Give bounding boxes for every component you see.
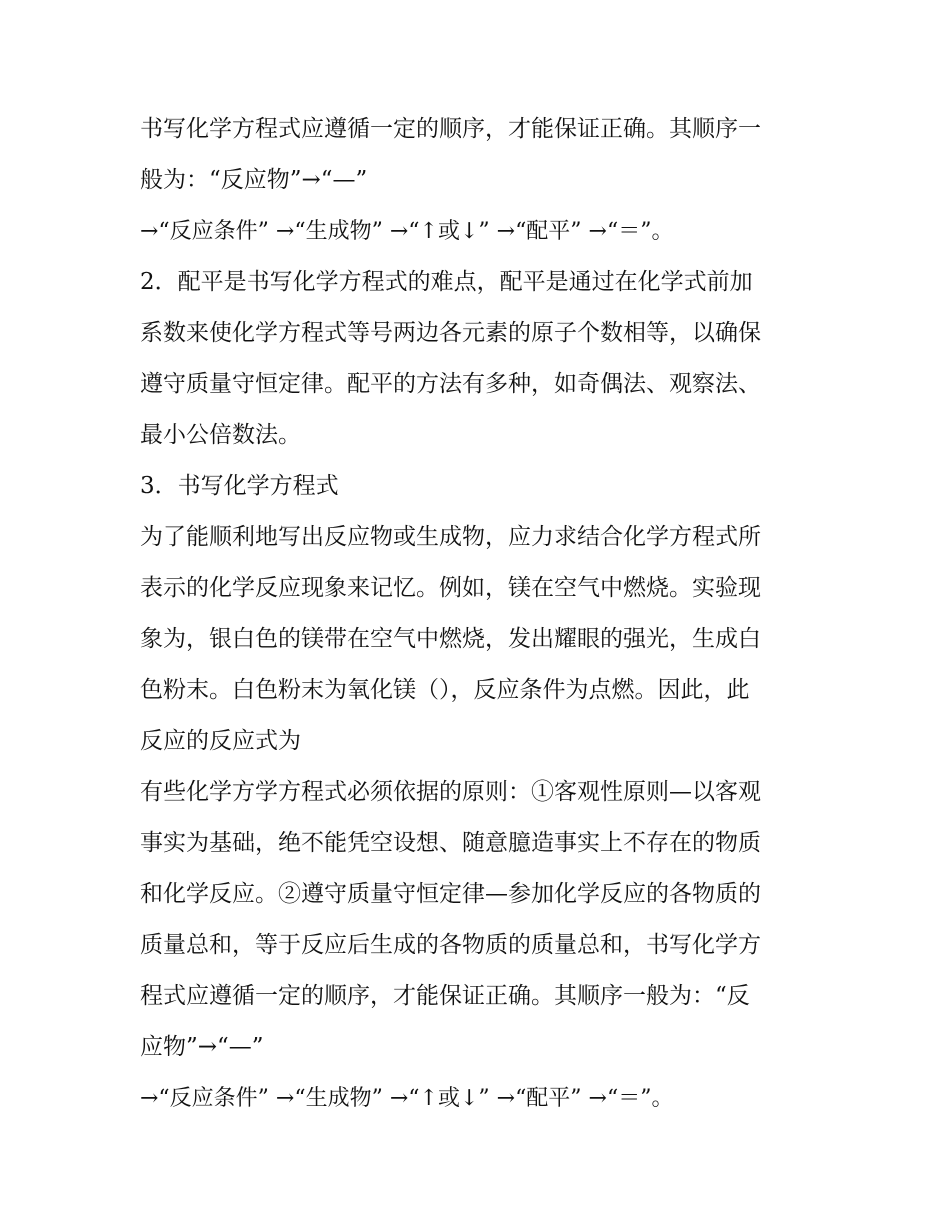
text-line: 系数来使化学方程式等号两边各元素的原子个数相等，以确保 (140, 320, 761, 346)
text-line: 2．配平是书写化学方程式的难点，配平是通过在化学式前加 (140, 269, 753, 295)
text-line: 为了能顺利地写出反应物或生成物，应力求结合化学方程式所 (140, 524, 761, 550)
text-line: →“反应条件” →“生成物” →“↑或↓” →“配平” →“＝”。 (140, 1086, 674, 1111)
text-line: 质量总和，等于反应后生成的各物质的质量总和，书写化学方 (140, 932, 761, 958)
text-line: 和化学反应。②遵守质量守恒定律—参加化学反应的各物质的 (140, 881, 761, 907)
text-line: 书写化学方程式应遵循一定的顺序，才能保证正确。其顺序一 (140, 116, 761, 142)
text-line: 有些化学方学方程式必须依据的原则：①客观性原则—以客观 (140, 779, 761, 805)
text-line: 表示的化学反应现象来记忆。例如，镁在空气中燃烧。实验现 (140, 575, 761, 601)
text-line: 反应的反应式为 (140, 728, 301, 754)
section-heading: 3．书写化学方程式 (140, 473, 339, 499)
text-line: 事实为基础，绝不能凭空设想、随意臆造事实上不存在的物质 (140, 830, 761, 856)
text-line: 应物”→“—” (140, 1034, 264, 1060)
text-line: 程式应遵循一定的顺序，才能保证正确。其顺序一般为：“反 (140, 983, 750, 1009)
document-body (140, 104, 820, 1124)
text-line: 般为：“反应物”→“—” (140, 167, 368, 193)
text-line: 遵守质量守恒定律。配平的方法有多种，如奇偶法、观察法、 (140, 371, 761, 397)
text-line: →“反应条件” →“生成物” →“↑或↓” →“配平” →“＝”。 (140, 219, 674, 244)
text-line: 色粉末。白色粉末为氧化镁（），反应条件为点燃。因此，此 (140, 677, 750, 703)
text-line: 象为，银白色的镁带在空气中燃烧，发出耀眼的强光，生成白 (140, 626, 761, 652)
text-line: 最小公倍数法。 (140, 422, 301, 448)
